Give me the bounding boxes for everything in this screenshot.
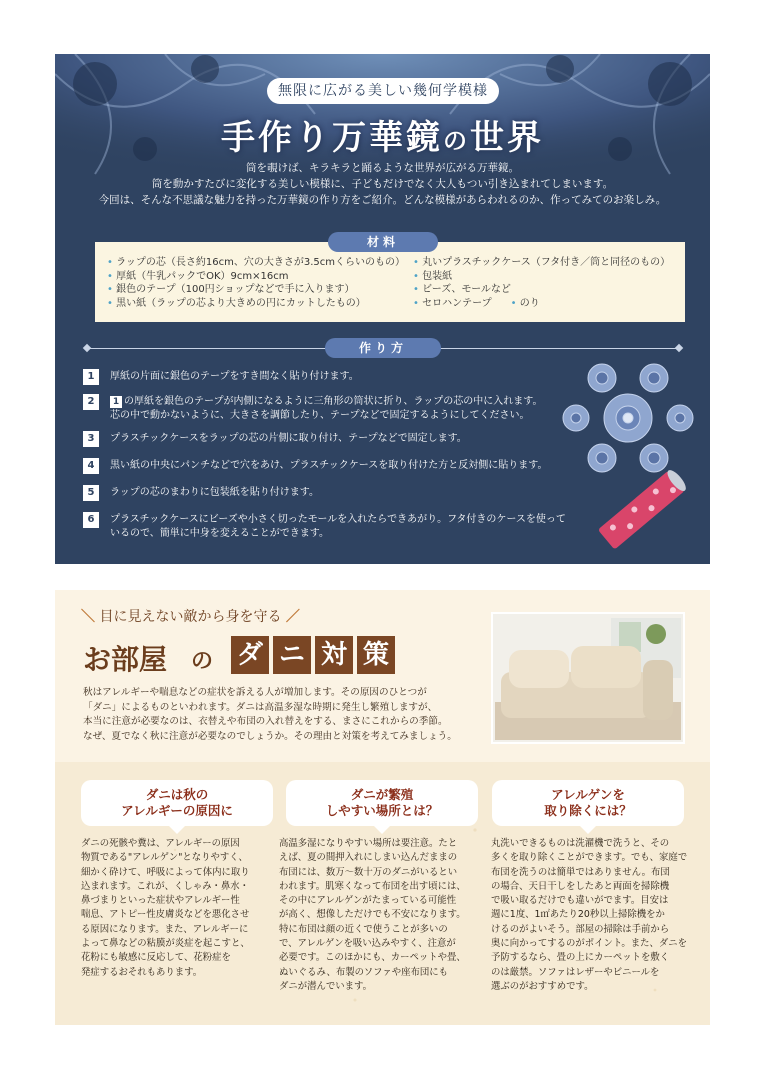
step-number: 4 xyxy=(83,458,99,474)
material-item: • セロハンテープ • のり xyxy=(413,297,540,309)
kaleidoscope-badge: 無限に広がる美しい幾何学模様 xyxy=(267,78,499,104)
material-item: • 銀色のテープ（100円ショップなどで手に入ります） xyxy=(107,284,355,295)
step-number: 2 xyxy=(83,394,99,410)
step-item: 6 プラスチックケースにビーズや小さく切ったモールを入れたらできあがり。フタ付きのケースを使って いるので、簡単に中身を変えることができます。 xyxy=(83,512,563,542)
column-heading-removal: アレルゲンを 取り除くには？ xyxy=(492,780,684,826)
mite-section: ＼ 目に見えない敵から身を守る ／ お部屋 の ダ ニ 対 策 秋はアレルギーや喘息などの症状を訴える人が増加します。その原因のひとつが 「ダニ」によるものといわれます。ダニは高温多湿な時期に発生し繁殖しますが、 本当に注意が必要なのは、衣替えや布団の入れ替えをする、まさにこれからの季節。 なぜ、夏でなく秋に注意が必要なのでしょうか。その理由と対策を考えてみましょう。 ダニは秋の アレルギーの原因に ダニが繁殖 しやすい場所とは？ アレルゲンを 取り除くには？ ダニの死骸や糞は、アレルギーの原因 物質である"アレルゲン"となりやすく、 細かく砕けて、呼吸によって体内に取り 込まれます。これが、くしゃみ・鼻水・ 鼻づまりといった症状やアレルギー性 喘息、アトピー性皮膚炎などを悪化させ る原因になります。また、アレルギーに よって鼻などの粘膜が炎症を起こすと、 花粉にも敏感に反応して、花粉症を 発症するおそれもあります。 高温多湿になりやすい場所は要注意。たと えば、夏の間押入れにしまい込んだままの 布団には、数万〜数十万のダニがいるとい われます。肌寒くなって布団を出す頃には、 その中にアレルゲンがたまっている可能性 が高く、想像しただけでも不安になります。 特に布団は顔の近くで使うことが多いの で、アレルゲンを吸い込みやすく、注意が 必要です。このほかにも、カーペットや畳、 ぬいぐるみ、布製のソファや座布団にも ダニが潜んでいます。 丸洗いできるものは洗濯機で洗うと、その 多くを取り除くことができます。でも、家庭で 布団を洗うのは簡単ではありません。布団 の場合、天日干しをしたあと両面を掃除機 で吸い取るだけでも違いがでます。目安は 週に1度、1㎡あたり20秒以上掃除機をか けるのがよいそう。部屋の掃除は手前から 奥に向かってするのがポイント。また、ダニを 予防するなら、畳の上にカーペットを敷く のは厳禁。ソファはレザーやビニールを 選ぶのがおすすめです。 xyxy=(55,590,710,1025)
step-item: 2 1 の厚紙を銀色のテープが内側になるように三角形の筒状に折り、ラップの芯の中に入れます。 芯の中で動かないように、大きさを調節したり、テープなどで固定するようにしてください。 xyxy=(83,394,563,424)
column-heading-places: ダニが繁殖 しやすい場所とは？ xyxy=(286,780,478,826)
flower-pattern-icon xyxy=(604,394,652,442)
kaleidoscope-title: 手作り万華鏡の世界 xyxy=(221,118,544,158)
column-body-cause: ダニの死骸や糞は、アレルギーの原因 物質である"アレルゲン"となりやすく、 細かく砕けて、呼吸によって体内に取り 込まれます。これが、くしゃみ・鼻水・ 鼻づまりといった症状やアレルギー性 喘息、アトピー性皮膚炎などを悪化させ る原因になります。また、アレルギーに よって鼻などの粘膜が炎症を起こすと、 花粉にも敏感に反応して、花粉症を 発症するおそれもあります。 xyxy=(81,838,250,978)
step-number: 6 xyxy=(83,512,99,528)
step-number: 5 xyxy=(83,485,99,501)
materials-list-right xyxy=(413,256,670,310)
material-item: • ラップの芯（長さ約16cm、穴の大きさが3.5cmくらいのもの） xyxy=(107,257,405,268)
flower-pattern-icon xyxy=(640,364,668,392)
flower-pattern-icon xyxy=(640,444,668,472)
method-heading: 作り方 xyxy=(325,338,441,358)
step-item: 1 厚紙の片面に銀色のテープをすき間なく貼り付けます。 xyxy=(83,369,563,385)
material-item: • 丸いプラスチックケース（フタ付き／筒と同径のもの） xyxy=(413,257,671,268)
material-item: • 包装紙 xyxy=(413,270,453,282)
column-body-removal: 丸洗いできるものは洗濯機で洗うと、その 多くを取り除くことができます。でも、家庭で 布団を洗うのは簡単ではありません。布団 の場合、天日干しをしたあと両面を掃除機 で吸い取るだけでも違いがでます。目安は 週に1度、1㎡あたり20秒以上掃除機をか けるのがよいそう。部屋の掃除は手前から 奥に向かってするのがポイント。また、ダニを 予防するなら、畳の上にカーペットを敷く のは厳禁。ソファはレザーやビニールを 選ぶのがおすすめです。 xyxy=(491,838,688,992)
step-item: 4 黒い紙の中央にパンチなどで穴をあけ、プラスチックケースを取り付けた方と反対側に貼ります。 xyxy=(83,458,563,474)
kaleidoscope-intro: 筒を覗けば、キラキラと踊るような世界が広がる万華鏡。 筒を動かすたびに変化する美しい模様に、子どもだけでなく大人もつい引き込まれてしまいます。 今回は、そんな不思議な魅力を持った万華鏡の作り方をご紹介。どんな模様があらわれるのか、作ってみてのお楽しみ。 xyxy=(98,162,667,206)
kaleidoscope-section xyxy=(55,54,710,564)
step-item: 5 ラップの芯のまわりに包装紙を貼り付けます。 xyxy=(83,485,563,501)
flower-pattern-icon xyxy=(563,405,589,431)
column-heading-cause: ダニは秋の アレルギーの原因に xyxy=(81,780,273,826)
flower-pattern-icon xyxy=(588,444,616,472)
slash-decoration-icon: ＼ xyxy=(81,609,95,625)
kaleidoscope-tube-icon xyxy=(598,467,689,549)
step-number: 1 xyxy=(83,369,99,385)
materials-list-left xyxy=(107,256,405,310)
step-reference: 1 xyxy=(110,396,122,408)
mite-intro: 秋はアレルギーや喘息などの症状を訴える人が増加します。その原因のひとつが 「ダニ」によるものといわれます。ダニは高温多湿な時期に発生し繁殖しますが、 本当に注意が必要なのは、衣替えや布団の入れ替えをする、まさにこれからの季節。 なぜ、夏でなく秋に注意が必要なのでしょうか。その理由と対策を考えてみましょう。 xyxy=(83,687,457,742)
slash-decoration-icon: ／ xyxy=(285,609,300,625)
materials-box xyxy=(95,242,685,322)
column-body-places: 高温多湿になりやすい場所は要注意。たと えば、夏の間押入れにしまい込んだままの 布団には、数万〜数十万のダニがいるとい われます。肌寒くなって布団を出す頃には、 その中にアレルゲンがたまっている可能性 が高く、想像しただけでも不安になります。 特に布団は顔の近くで使うことが多いの で、アレルゲンを吸い込みやすく、注意が 必要です。このほかにも、カーペットや畳、 ぬいぐるみ、布製のソファや座布団にも ダニが潜んでいます。 xyxy=(279,838,466,992)
sofa-photo xyxy=(491,612,685,744)
step-number: 3 xyxy=(83,431,99,447)
material-item: • 黒い紙（ラップの芯より大きめの円にカットしたもの） xyxy=(107,297,366,309)
material-item: • 厚紙（牛乳パックでOK）9cm×16cm xyxy=(107,270,289,282)
flower-pattern-icon xyxy=(667,405,693,431)
kaleidoscope-illustration xyxy=(560,360,708,560)
material-item: • ビーズ、モールなど xyxy=(413,284,511,295)
flower-pattern-icon xyxy=(588,364,616,392)
mite-subtitle: ＼ 目に見えない敵から身を守る ／ xyxy=(81,609,300,625)
materials-heading: 材料 xyxy=(328,232,438,252)
step-item: 3 プラスチックケースをラップの芯の片側に取り付け、テープなどで固定します。 xyxy=(83,431,563,447)
